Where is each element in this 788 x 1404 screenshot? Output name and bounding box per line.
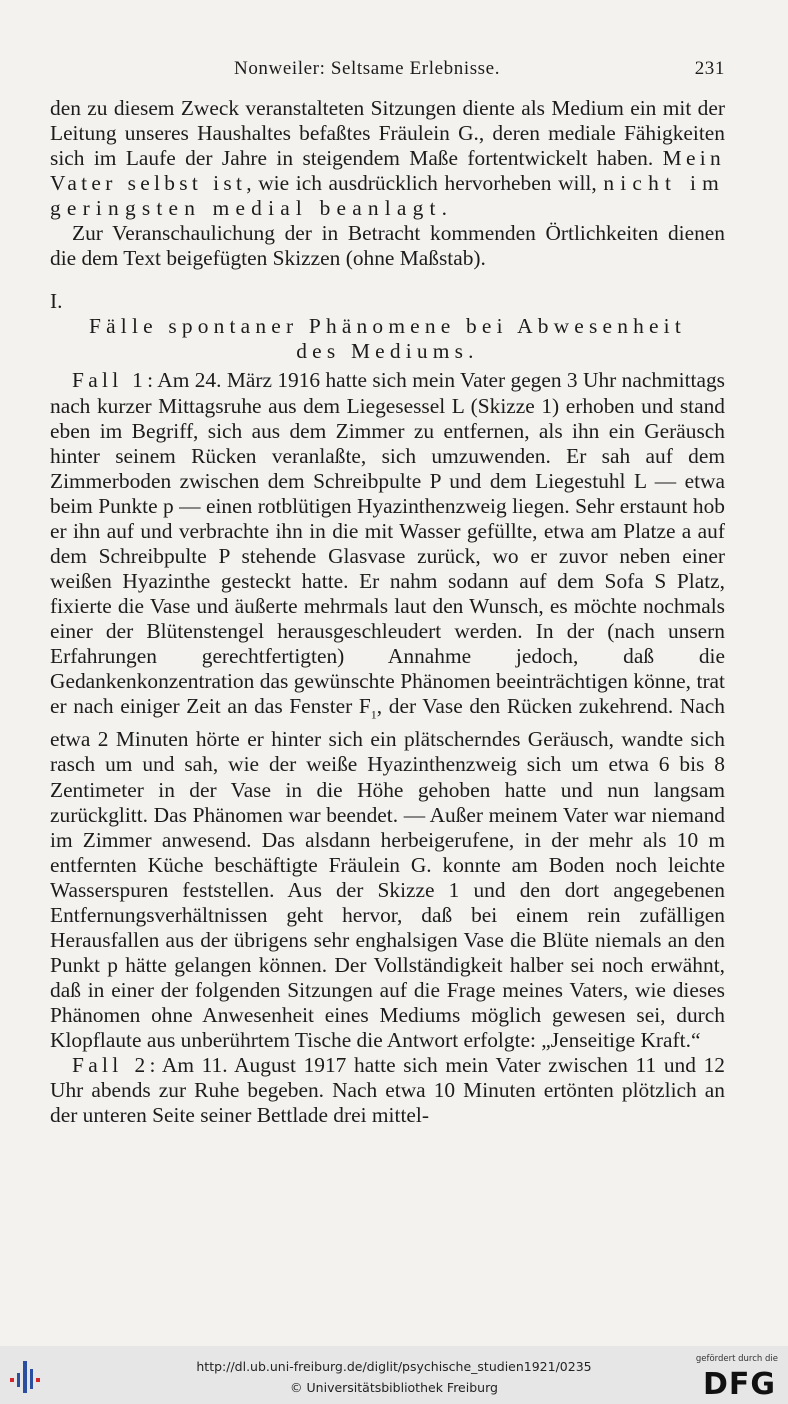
paragraph-text: : Am 24. März 1916 hatte sich mein Vater gegen 3 Uhr nachmittags nach kurzer Mittagsruhe aus dem Liegesessel L (Skizze 1) erhoben und stand eben im Begriff, sich aus dem Zimmer zu entfernen, als ihn ein Geräusch hinter seinem Rücken veranlaßte, sich umzuwenden. Er sah auf dem Zimmerboden zwischen dem Schreibpulte P und dem Liegestuhl L — etwa beim Punkte p — einen rotblütigen Hyazinthenzweig liegen. Sehr erstaunt hob er ihn auf und verbrachte ihn in die mit Wasser gefüllte, etwa am Platze a auf dem Schreibpulte P stehende Glasvase zurück, wo er zuvor neben einer weißen Hyazinthe gesteckt hatte. Er nahm sodann auf dem Sofa S Platz, fixierte die Vase und äußerte mehrmals laut den Wunsch, es möchte nochmals einer der Blütenstengel herausgeschleudert werden. In der (nach unsern Erfahrungen gerechtfertigten) Annahme jedoch, daß die Gedankenkonzentration das gewünschte Phänomen beeinträchtigen könne, trat er nach einiger Zeit an das Fenster F (50, 368, 725, 719)
spaced-emphasis: nicht im geringsten medial beanlagt (50, 171, 725, 221)
section-title-line: des Mediums. (296, 339, 479, 364)
body-text (50, 96, 725, 1128)
dfg-logo-text: DFG (702, 1367, 776, 1402)
paragraph-medium (50, 96, 725, 221)
copyright-notice: © Universitätsbibliothek Freiburg (290, 1380, 498, 1395)
section-title (50, 314, 725, 364)
running-header (50, 58, 725, 84)
subscript: 1 (370, 707, 377, 722)
case-label: Fall 1 (72, 368, 148, 393)
paragraph-text: den zu diesem Zweck veranstalteten Sitzungen diente als Medium ein mit der Leitung unseres Haushaltes befaßtes Fräulein G., deren mediale Fähigkeiten sich im Laufe der Jahre in steigendem Maße fortentwickelt haben. (50, 96, 725, 171)
spaced-emphasis: Mein Vater selbst ist (50, 146, 725, 196)
viewer-footer (0, 1346, 788, 1404)
dfg-logo (694, 1354, 778, 1400)
paragraph-text: . (441, 196, 448, 221)
paragraph-text: : Am 11. August 1917 hatte sich mein Vater zwischen 11 und 12 Uhr abends zur Ruhe begeben. Nach etwa 10 Minuten ertönten plötzlich an der unteren Seite seiner Bettlade drei mittel- (50, 1053, 725, 1128)
section-title-line: Fälle spontaner Phänomene bei Abwesenheit (89, 314, 686, 339)
page-number: 231 (694, 58, 725, 79)
case-label: Fall 2 (72, 1053, 150, 1078)
paragraph-text: , der Vase den Rücken zukehrend. Nach etwa 2 Minuten hörte er hinter sich ein plätscherndes Geräusch, wandte sich rasch um und sah, wie der weiße Hyazinthenzweig sich um etwa 6 bis 8 Zentimeter in der Vase in die Höhe gehoben hatte und nun langsam zurückglitt. Das Phänomen war beendet. — Außer meinem Vater war niemand im Zimmer anwesend. Das alsdann herbeigerufene, in der mehr als 10 m entfernten Küche beschäftigte Fräulein G. konnte am Boden noch leichte Wasserspuren feststellen. Aus der Skizze 1 und den dort angegebenen Entfernungsverhältnissen geht hervor, daß bei einem rein zufälligen Herausfallen aus der übrigens sehr enghalsigen Vase die Blüte niemals an den Punkt p hätte gelangen können. Der Vollständigkeit halber sei noch erwähnt, daß in einer der folgenden Sitzungen auf die Frage meines Vaters, wie dieses Phänomen ohne Anwesenheit eines Mediums möglich gewesen sei, durch Klopflaute aus unberührtem Tische die Antwort erfolgte: „Jenseitige Kraft.“ (50, 694, 725, 1052)
paragraph-text: , wie ich ausdrücklich hervorheben will, (246, 171, 604, 196)
section-number: I. (50, 289, 63, 314)
dfg-tagline: gefördert durch die (695, 1354, 778, 1364)
paragraph-case-1 (50, 368, 725, 1053)
paragraph-sketches: Zur Veranschaulichung der in Betracht kommenden Örtlichkeiten dienen die dem Text beigefügten Skizzen (ohne Maßstab). (50, 221, 725, 271)
running-title: Nonweiler: Seltsame Erlebnisse. (234, 58, 501, 79)
permalink-url[interactable]: http://dl.ub.uni-freiburg.de/diglit/psychische_studien1921/0235 (196, 1359, 592, 1374)
paragraph-case-2 (50, 1053, 725, 1128)
